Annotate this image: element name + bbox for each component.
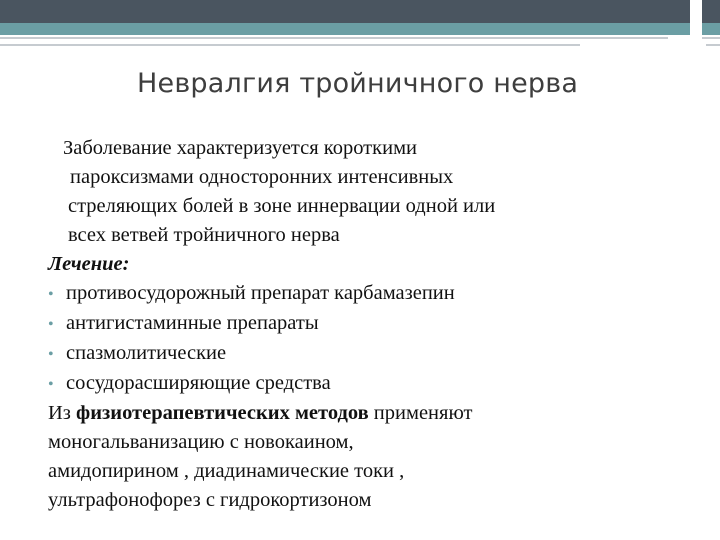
bullet-icon: • [48, 316, 54, 333]
header-band [0, 0, 690, 23]
header-divider-line [0, 37, 668, 39]
header-divider-line-right-secondary [706, 44, 720, 46]
treatment-item [48, 309, 708, 339]
bullet-icon: • [48, 376, 54, 393]
physio-line-4: ультрафонофорез с гидрокортизоном [48, 489, 372, 511]
treatment-item [48, 279, 708, 309]
treatment-item [48, 369, 708, 399]
bullet-icon: • [48, 286, 54, 303]
bullet-icon: • [48, 346, 54, 363]
description-line-3: стреляющих болей в зоне иннервации одной или [68, 195, 496, 217]
treatment-item [48, 339, 708, 369]
header-divider-line-secondary [0, 44, 580, 46]
physio-line-1 [48, 399, 708, 428]
treatment-item-text: противосудорожный препарат карбамазепин [66, 282, 455, 304]
treatment-item-text: антигистаминные препараты [66, 312, 319, 334]
treatment-item-text: спазмолитические [66, 342, 227, 364]
description-line-2: пароксизмами односторонних интенсивных [70, 166, 454, 188]
description-line-1: Заболевание характеризуется короткими [63, 137, 418, 159]
slide-title: Невралгия тройничного нерва [137, 68, 579, 99]
header-divider-line-right [702, 37, 720, 39]
header-corner-block [702, 0, 720, 23]
physio-methods-bold: физиотерапевтических методов [76, 402, 369, 424]
description-line-4: всех ветвей тройничного нерва [68, 224, 340, 246]
physio-line-3: амидопирином , диадинамические токи , [48, 460, 405, 482]
physio-suffix: применяют [368, 402, 473, 424]
physio-prefix: Из [48, 402, 77, 424]
header-accent-stripe [0, 23, 690, 35]
slide-body [48, 134, 708, 515]
treatment-item-text: сосудорасширяющие средства [66, 372, 331, 394]
physio-line-2: моногальванизацию с новокаином, [48, 431, 354, 453]
header-corner-accent [702, 23, 720, 35]
treatment-heading: Лечение: [48, 253, 130, 275]
